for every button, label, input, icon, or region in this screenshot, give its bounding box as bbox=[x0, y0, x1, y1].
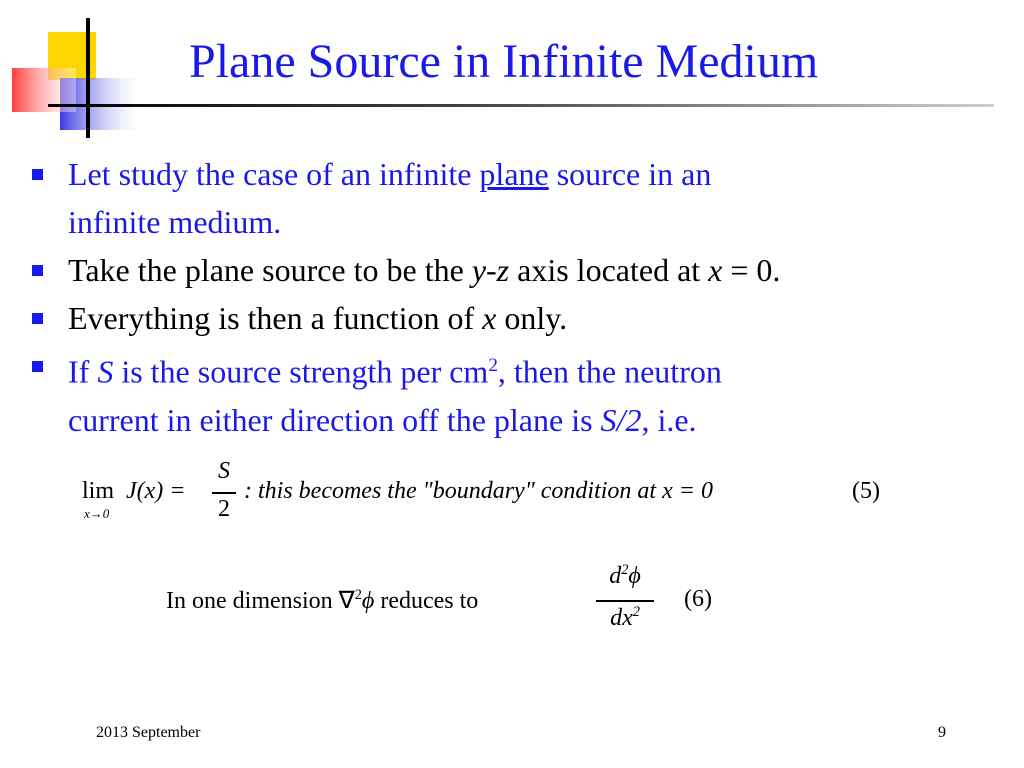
fraction-numerator: S bbox=[218, 458, 230, 484]
fraction-bar bbox=[212, 492, 236, 494]
title-rule bbox=[48, 104, 994, 107]
equation-6 bbox=[166, 560, 726, 640]
equation-text: In one dimension ∇$^2$ϕ reduces to bbox=[166, 587, 479, 614]
lim-operator: lim bbox=[82, 478, 115, 504]
bullet-item: Take the plane source to be the y-z axis located at x = 0. bbox=[30, 246, 990, 294]
equation-lhs: J(x) = bbox=[126, 478, 186, 504]
fraction-denominator: 2 bbox=[218, 496, 230, 522]
underlined-word: plane bbox=[479, 156, 549, 192]
bullet-marker bbox=[32, 169, 43, 180]
fraction-bar bbox=[596, 600, 654, 602]
bullet-item: If S is the source strength per $cm^2$, then the neutron current in either direction off the plane is S/2, i.e. bbox=[30, 342, 990, 444]
footer-date: 2013 September bbox=[96, 724, 201, 741]
equation-number: (6) bbox=[684, 586, 712, 612]
bullet-list bbox=[30, 150, 990, 444]
equation-text: : this becomes the "boundary" condition at x = 0 bbox=[244, 478, 713, 504]
fraction-numerator: $d^2\phi$ bbox=[609, 562, 641, 589]
equation-5 bbox=[82, 458, 902, 528]
slide-logo bbox=[0, 0, 160, 150]
bullet-marker bbox=[32, 313, 43, 324]
fraction-denominator: $dx^2$ bbox=[610, 604, 640, 631]
equation-number: (5) bbox=[852, 478, 880, 504]
bullet-item: Let study the case of an infinite plane source in an infinite medium. bbox=[30, 150, 990, 246]
lim-subscript: x→0 bbox=[84, 506, 110, 521]
bullet-item: Everything is then a function of x only. bbox=[30, 294, 990, 342]
bullet-marker bbox=[32, 265, 43, 276]
page-number: 9 bbox=[938, 724, 946, 741]
bullet-marker bbox=[32, 361, 43, 372]
slide-title: Plane Source in Infinite Medium bbox=[189, 35, 819, 88]
